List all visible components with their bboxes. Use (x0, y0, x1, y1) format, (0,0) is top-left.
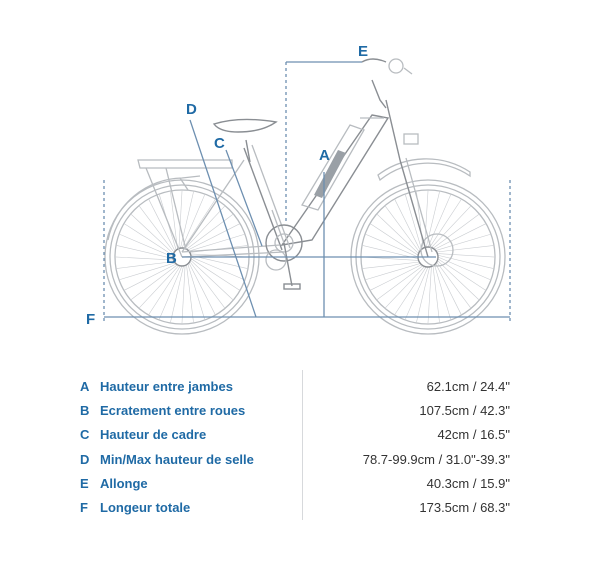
wheel-spoke (385, 266, 425, 308)
wheel-spoke (115, 257, 174, 260)
wheel-spoke (187, 214, 234, 249)
wheel-spoke (438, 255, 494, 268)
spec-row-a (0, 379, 600, 403)
wheel-spoke (431, 206, 471, 248)
spec-name: Min/Max hauteur de selle (100, 452, 254, 467)
spec-value: 173.5cm / 68.3" (419, 500, 510, 515)
wheel-spoke (434, 265, 450, 320)
wheel-spoke (437, 245, 494, 252)
label-a: A (319, 147, 330, 164)
spec-name: Longeur totale (100, 500, 191, 515)
wheel-spoke (365, 263, 420, 279)
spec-row-e (0, 476, 600, 500)
spec-letter: C (80, 427, 90, 442)
spec-row-c (0, 427, 600, 451)
wheel-spoke (116, 245, 173, 258)
wheel-spoke (437, 254, 495, 257)
spec-letter: A (80, 379, 90, 394)
wheel-spoke (433, 266, 440, 323)
spec-letter: F (80, 500, 88, 515)
wheel-spoke (436, 234, 491, 250)
wheel-spoke (428, 266, 431, 324)
spec-name: Hauteur entre jambes (100, 379, 233, 394)
wheel-spoke (362, 262, 419, 269)
spec-value: 107.5cm / 42.3" (419, 403, 510, 418)
wheel-spoke (131, 265, 178, 300)
front-fender (378, 159, 470, 180)
handlebar (362, 59, 412, 108)
rear-rack (108, 160, 232, 257)
wheel-spoke (139, 206, 174, 253)
wheel-spoke (182, 265, 185, 324)
spec-name: Allonge (100, 476, 148, 491)
wheel-spoke (416, 267, 429, 323)
wheel-spoke (179, 190, 182, 249)
wheel-spoke (377, 214, 419, 254)
spec-letter: E (80, 476, 89, 491)
spec-value: 40.3cm / 15.9" (426, 476, 510, 491)
wheel-spoke (170, 266, 183, 323)
wheel-spoke (405, 194, 421, 249)
label-e: E (358, 43, 369, 60)
wheel-spoke (180, 191, 193, 248)
spec-row-d (0, 452, 600, 476)
spec-value: 62.1cm / 24.4" (426, 379, 510, 394)
spec-value: 78.7-99.9cm / 31.0"-39.3" (362, 452, 510, 467)
wheel-spoke (187, 265, 194, 323)
spec-name: Ecratement entre roues (100, 403, 246, 418)
label-c: C (214, 135, 225, 152)
spec-value: 42cm / 16.5" (437, 427, 510, 442)
spec-row-b (0, 403, 600, 427)
label-b: B (166, 250, 177, 267)
wheel-spoke (188, 264, 205, 320)
wheel-spoke (437, 260, 479, 300)
spec-letter: B (80, 403, 90, 418)
wheel-spoke (190, 262, 225, 309)
spec-row-f (0, 500, 600, 524)
label-d: D (186, 101, 197, 118)
bike-frame (182, 100, 432, 270)
label-f: F (86, 311, 96, 328)
spec-name: Hauteur de cadre (100, 427, 207, 442)
spec-letter: D (80, 452, 90, 467)
